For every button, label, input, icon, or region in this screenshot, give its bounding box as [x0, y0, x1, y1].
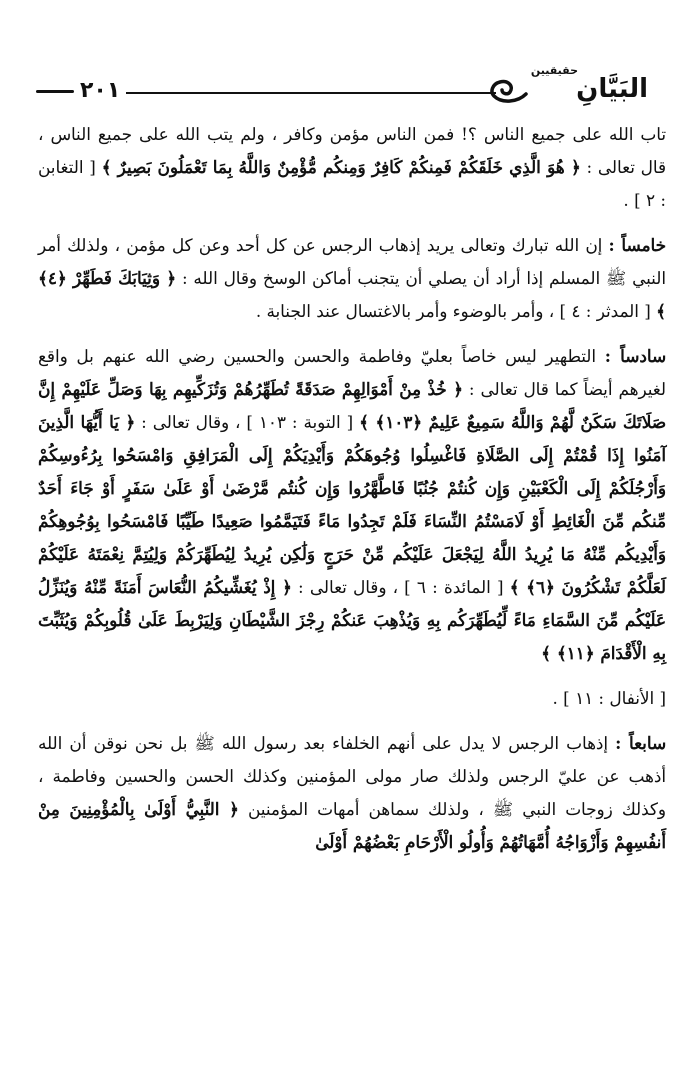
header-dash [36, 90, 74, 93]
paragraph-lead: سادساً : [604, 346, 667, 366]
logo-swash-icon [488, 72, 528, 108]
paragraph [38, 118, 666, 217]
quran-verse: ﴿ يَا أَيُّهَا الَّذِينَ آمَنُوا إِذَا قُمْتُمْ إِلَى الصَّلَاةِ فَاغْسِلُوا وُجُوهَكُمْ وَأَيْدِيَكُمْ إِلَى الْمَرَافِقِ وَامْسَحُوا بِرُءُوسِكُمْ وَأَرْجُلَكُمْ إِلَى الْكَعْبَيْنِ وَإِن كُنتُمْ جُنُبًا فَاطَّهَّرُوا وَإِن كُنتُم مَّرْضَىٰ أَوْ عَلَىٰ سَفَرٍ أَوْ جَاءَ أَحَدٌ مِّنكُم مِّنَ الْغَائِطِ أَوْ لَامَسْتُمُ النِّسَاءَ فَلَمْ تَجِدُوا مَاءً فَتَيَمَّمُوا صَعِيدًا طَيِّبًا فَامْسَحُوا بِوُجُوهِكُمْ وَأَيْدِيكُم مِّنْهُ مَا يُرِيدُ اللَّهُ لِيَجْعَلَ عَلَيْكُم مِّنْ حَرَجٍ وَلَٰكِن يُرِيدُ لِيُطَهِّرَكُمْ وَلِيُتِمَّ نِعْمَتَهُ عَلَيْكُمْ لَعَلَّكُمْ تَشْكُرُونَ ﴿٦﴾ ﴾ [38, 412, 667, 597]
quran-verse: ﴿ هُوَ الَّذِي خَلَقَكُمْ فَمِنكُمْ كَافِرٌ وَمِنكُم مُّؤْمِنٌ وَاللَّهُ بِمَا تَعْمَلُونَ بَصِيرٌ ﴾ [101, 157, 581, 177]
header-rule [126, 92, 496, 94]
quran-verse: ﴿ وَثِيَابَكَ فَطَهِّرْ ﴿٤﴾ ﴾ [38, 268, 666, 321]
paragraph-lead: خامساً : [608, 235, 666, 255]
quran-verse: ﴿ النَّبِيُّ أَوْلَىٰ بِالْمُؤْمِنِينَ مِنْ أَنفُسِهِمْ وَأَزْوَاجُهُ أُمَّهَاتُهُمْ وَأُولُو الْأَرْحَامِ بَعْضُهُمْ أَوْلَىٰ [38, 799, 666, 852]
quran-verse: ﴿ خُذْ مِنْ أَمْوَالِهِمْ صَدَقَةً تُطَهِّرُهُمْ وَتُزَكِّيهِم بِهَا وَصَلِّ عَلَيْهِمْ إِنَّ صَلَاتَكَ سَكَنٌ لَّهُمْ وَاللَّهُ سَمِيعٌ عَلِيمٌ ﴿١٠٣﴾ ﴾ [38, 379, 666, 432]
article-body [38, 118, 666, 871]
page-number: ٢٠١ [80, 78, 121, 103]
page-header [18, 66, 680, 108]
journal-logo [488, 66, 678, 108]
text-segment: تاب الله على جميع الناس ؟! فمن الناس مؤمن وكافر ، ولم يتب الله على جميع الناس ، قال تعالى : [38, 124, 666, 177]
text-segment: إذهاب الرجس لا يدل على أنهم الخلفاء بعد رسول الله ﷺ بل نحن نوقن أن الله أذهب عن عليّ الرجس ولذلك صار مولى المؤمنين وكذلك الحسن والحسين وفاطمة ، وكذلك زوجات النبي ﷺ ، ولذلك سماهن أمهات المؤمنين [38, 733, 666, 819]
quran-verse: ﴿ إِذْ يُغَشِّيكُمُ النُّعَاسَ أَمَنَةً مِّنْهُ وَيُنَزِّلُ عَلَيْكُم مِّنَ السَّمَاءِ مَاءً لِّيُطَهِّرَكُم بِهِ وَيُذْهِبَ عَنكُمْ رِجْزَ الشَّيْطَانِ وَلِيَرْبِطَ عَلَىٰ قُلُوبِكُمْ وَيُثَبِّتَ بِهِ الْأَقْدَامَ ﴿١١﴾ ﴾ [38, 577, 666, 663]
text-segment: إن الله تبارك وتعالى يريد إذهاب الرجس عن كل أحد وعن كل مؤمن ، ولذلك أمر النبي ﷺ المسلم إذا أراد أن يصلي أن يتجنب أماكن الوسخ وقال الله : [38, 235, 666, 288]
journal-title: البَيَّانِ [576, 74, 648, 104]
text-segment: [ المدثر : ٤ ] ، وأمر بالوضوء وأمر بالاغتسال عند الجنابة . [255, 301, 657, 321]
text-segment: [ التوبة : ١٠٣ ] ، وقال تعالى : [135, 412, 360, 432]
text-segment: [ التغابن : ٢ ] . [38, 157, 666, 210]
text-segment: [ الأنفال : ١١ ] . [552, 688, 666, 708]
text-segment: التطهير ليس خاصاً بعليّ وفاطمة والحسن والحسين رضي الله عنهم بل واقع لغيرهم أيضاً كما قال تعالى : [38, 346, 666, 399]
paragraph [38, 229, 666, 328]
paragraph [38, 682, 666, 715]
text-segment: [ المائدة : ٦ ] ، وقال تعالى : [291, 577, 510, 597]
paragraph [38, 340, 666, 670]
journal-subtitle: حقيقيين [530, 64, 578, 77]
paragraph-lead: سابعاً : [615, 733, 667, 753]
paragraph [38, 727, 666, 859]
